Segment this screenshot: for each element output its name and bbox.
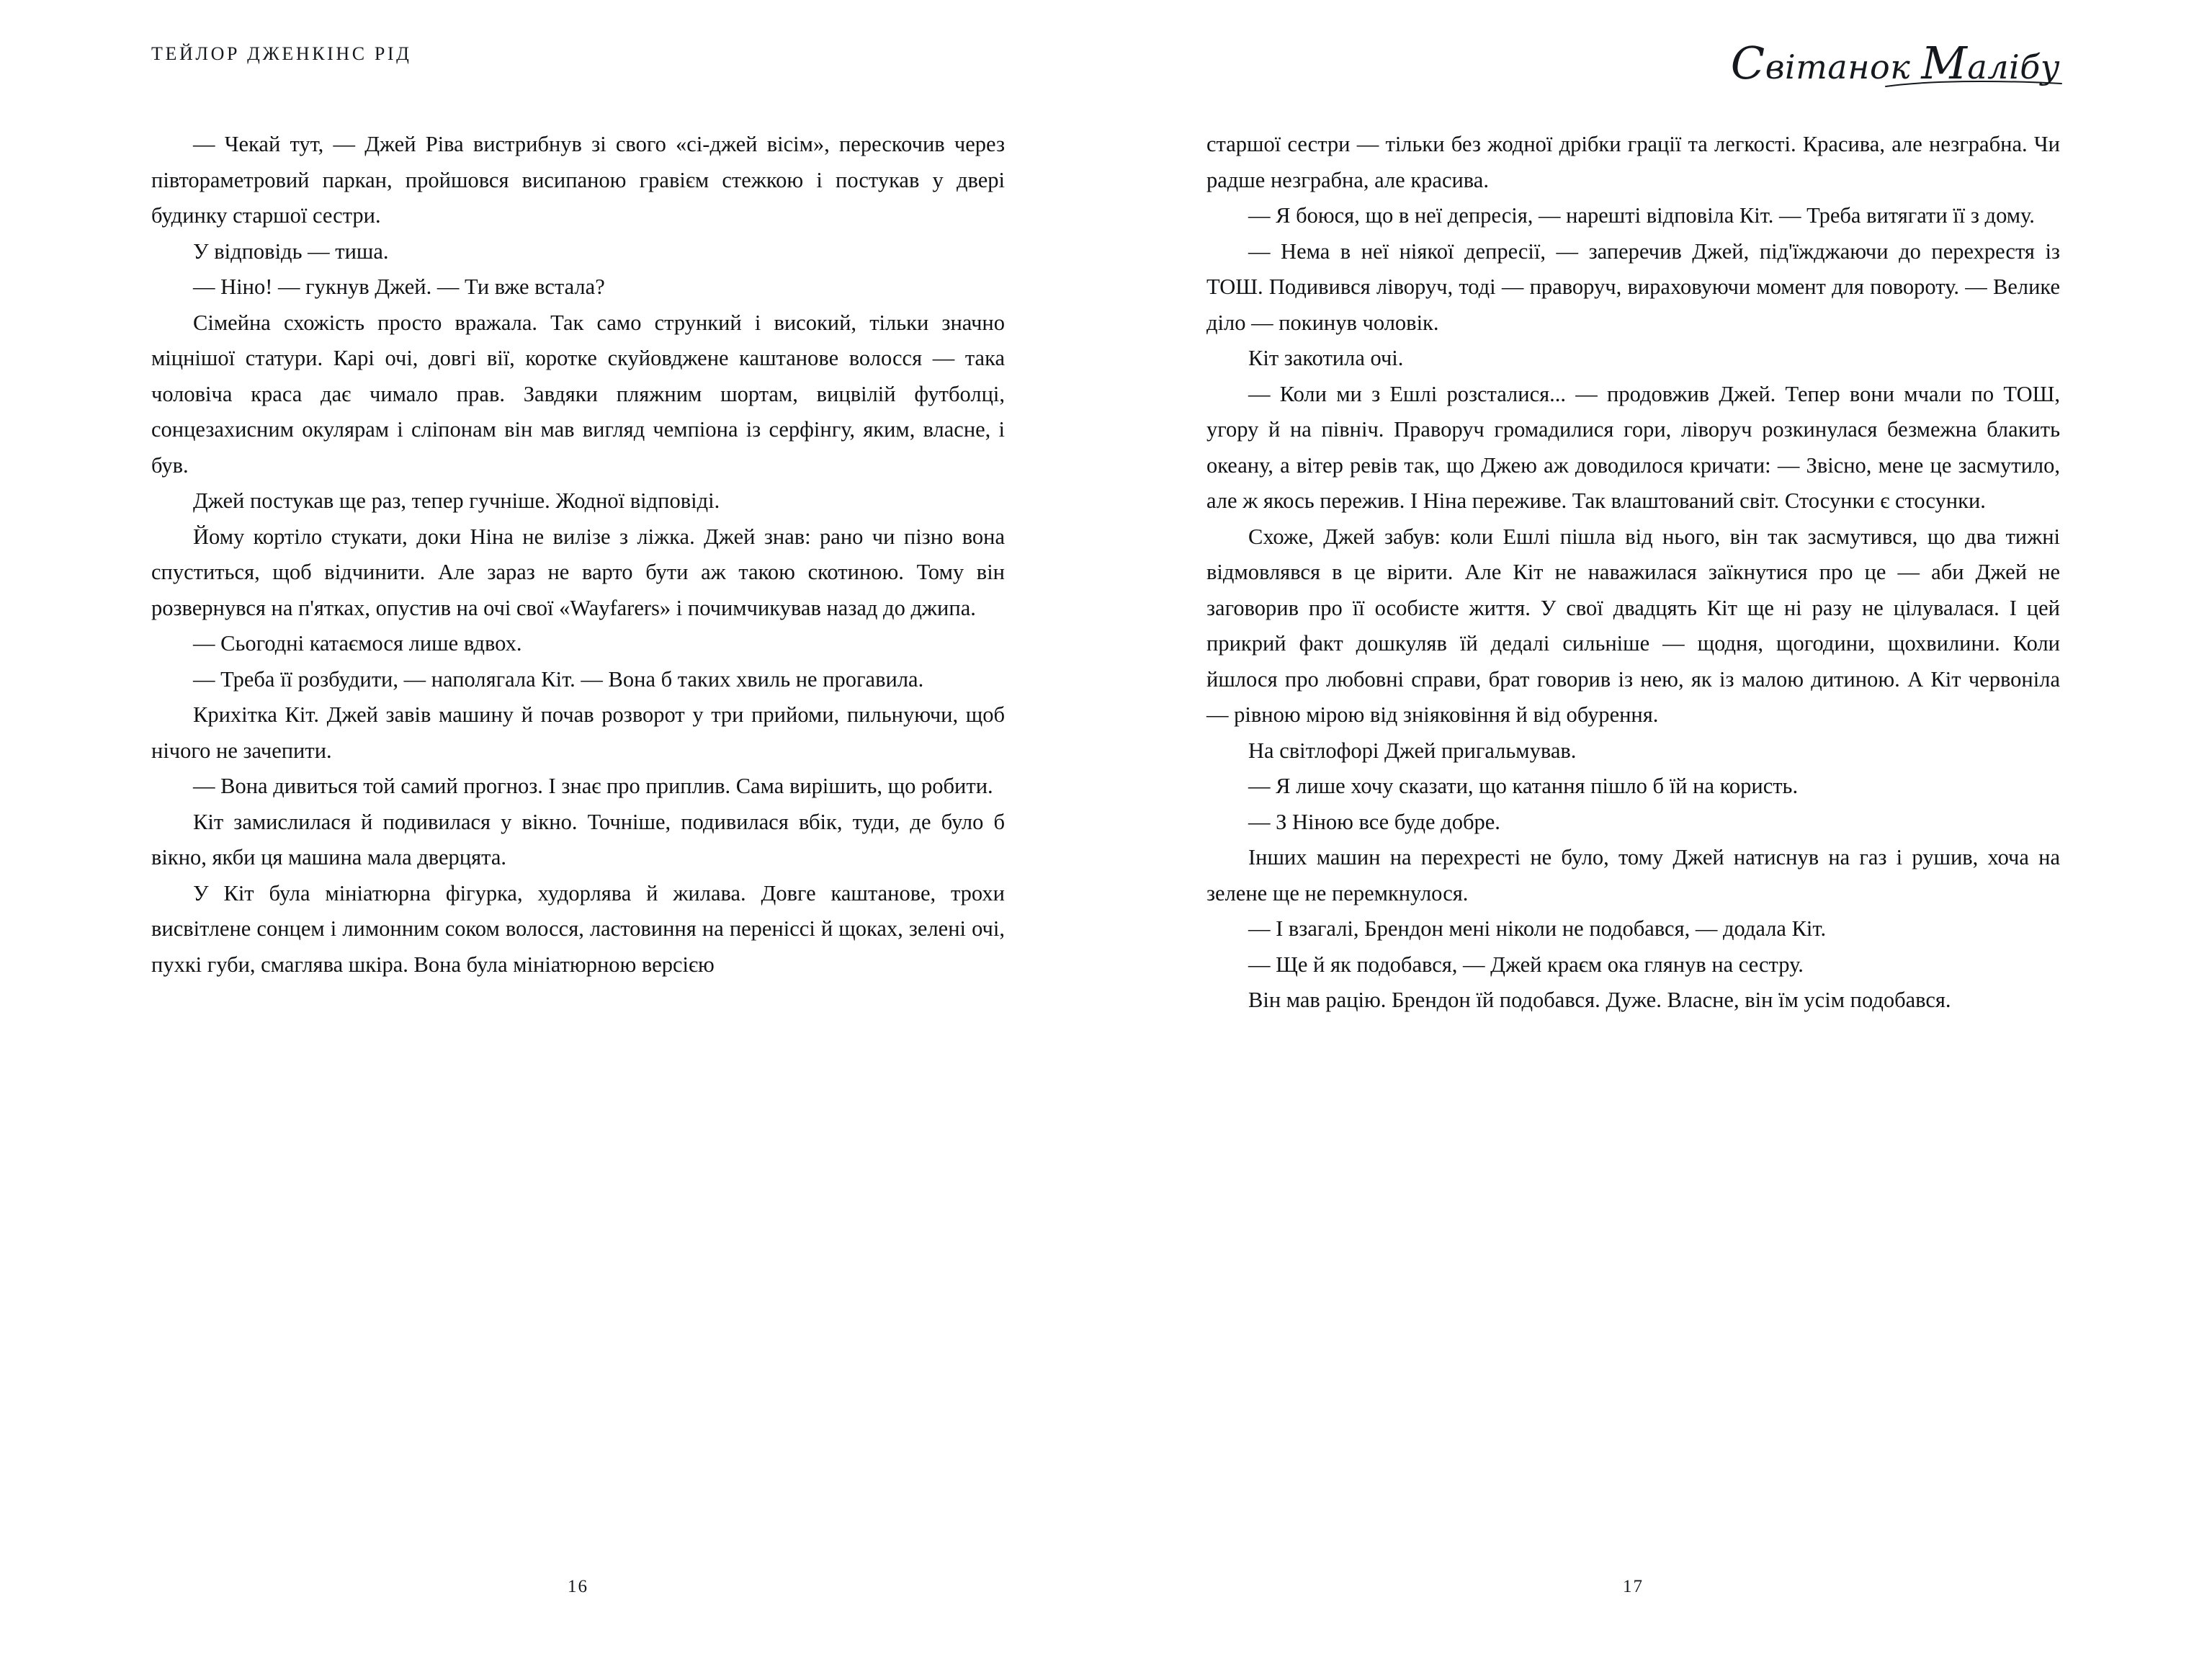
- running-head-right: [1206, 37, 2060, 108]
- page-number-right: 17: [1623, 1577, 1644, 1596]
- page-number-left: 16: [568, 1577, 588, 1596]
- paragraph: Крихітка Кіт. Джей завів машину й почав розворот у три прийоми, пильнуючи, щоб нічого не зачепити.: [151, 702, 1005, 763]
- paragraph: — Сьогодні катаємося лише вдвох.: [193, 631, 522, 656]
- author-running-head: ТЕЙЛОР ДЖЕНКІНС РІД: [151, 43, 412, 64]
- paragraph: Йому кортіло стукати, доки Ніна не вилізе з ліжка. Джей знав: рано чи пізно вона спуститься, щоб відчинити. Але зараз не варто бути аж такою скотиною. Тому він розвернувся на п'ятках, опустив на очі свої «Wayfarers» і почимчикував назад до джипа.: [151, 524, 1005, 620]
- paragraph: — З Ніною все буде добре.: [1248, 809, 1500, 834]
- paragraph: На світлофорі Джей пригальмував.: [1248, 738, 1577, 763]
- title-underline-flourish: [1884, 78, 2064, 91]
- paragraph: — Коли ми з Ешлі розсталися... — продовжив Джей. Тепер вони мчали по ТОШ, угору й на північ. Праворуч громадилися гори, ліворуч розкинулася безмежна блакить океану, а вітер ревів так, що Джею аж доводилося кричати: — Звісно, мене це засмутило, але ж якось пережив. І Ніна переживе. Так влаштований світ. Стосунки є стосунки.: [1206, 381, 2060, 513]
- title-initial-c: С: [1730, 37, 1765, 89]
- paragraph: — Нема в неї ніякої депресії, — заперечив Джей, під'їжджаючи до перехрестя із ТОШ. Подивився ліворуч, тоді — праворуч, вираховуючи момент для повороту. — Велике діло — покинув чоловік.: [1206, 238, 2060, 335]
- paragraph: Сімейна схожість просто вражала. Так само стрункий і високий, тільки значно міцнішої статури. Карі очі, довгі вії, коротке скуйовджене каштанове волосся — така чоловіча краса дає чимало прав. Завдяки пляжним шортам, вицвілій футболці, сонцезахисним окулярам і сліпонам він мав вигляд чемпіона із серфінгу, яким, власне, і був.: [151, 310, 1005, 478]
- paragraph: У відповідь — тиша.: [193, 238, 389, 264]
- paragraph: — Я боюся, що в неї депресія, — нарешті відповіла Кіт. — Треба витягати її з дому.: [1248, 203, 2035, 228]
- running-head-left: [151, 43, 1005, 108]
- paragraph: Джей постукав ще раз, тепер гучніше. Жодної відповіді.: [193, 488, 720, 513]
- paragraph: — Треба її розбудити, — наполягала Кіт. — Вона б таких хвиль не прогавила.: [193, 666, 924, 692]
- title-initial-m: М: [1921, 37, 1968, 89]
- right-page-text-column: [1206, 127, 2060, 1019]
- paragraph: — І взагалі, Брендон мені ніколи не подобався, — додала Кіт.: [1248, 916, 1827, 941]
- right-page: [1106, 0, 2211, 1659]
- left-page-text-column: [151, 127, 1005, 983]
- paragraph: старшої сестри — тільки без жодної дрібки грації та легкості. Красива, але незграбна. Чи радше незграбна, але красива.: [1206, 132, 2060, 192]
- paragraph: Інших машин на перехресті не було, тому Джей натиснув на газ і рушив, хоча на зелене ще не перемкнулося.: [1206, 845, 2060, 905]
- paragraph: — Ще й як подобався, — Джей краєм ока глянув на сестру.: [1248, 952, 1804, 977]
- paragraph: У Кіт була мініатюрна фігурка, худорлява й жилава. Довге каштанове, трохи висвітлене сонцем і лимонним соком волосся, ластовиння на переніссі й щоках, зелені очі, пухкі губи, смаглява шкіра. Вона була мініатюрною версією: [151, 880, 1005, 977]
- paragraph: Схоже, Джей забув: коли Ешлі пішла від нього, він так засмутився, що два тижні відмовлявся в це вірити. Але Кіт не наважилася заїкнутися про це — аби Джей не заговорив про її особисте життя. У свої двадцять Кіт ще ні разу не цілувалася. І цей прикрий факт дошкуляв їй дедалі сильніше — щодня, щогодини, щохвилини. Коли йшлося про любовні справи, брат говорив із нею, як із малою дитиною. А Кіт червоніла — рівною мірою від зніяковіння й від обурення.: [1206, 524, 2060, 727]
- book-title-running-head: [1730, 37, 2060, 89]
- paragraph: Він мав рацію. Брендон їй подобався. Дуже. Власне, він їм усім подобався.: [1248, 988, 1951, 1012]
- paragraph: Кіт замислилася й подивилася у вікно. Точніше, подивилася вбік, туди, де було б вікно, якби ця машина мала дверцята.: [151, 809, 1005, 869]
- paragraph: — Чекай тут, — Джей Ріва вистрибнув зі свого «сі-джей вісім», перескочив через півтораметровий паркан, пройшовся висипаною гравієм стежкою і постукав у двері будинку старшої сестри.: [151, 132, 1005, 228]
- paragraph: — Я лише хочу сказати, що катання пішло б їй на користь.: [1248, 774, 1799, 798]
- paragraph: — Ніно! — гукнув Джей. — Ти вже встала?: [193, 274, 605, 299]
- paragraph: Кіт закотила очі.: [1248, 346, 1404, 370]
- paragraph: — Вона дивиться той самий прогноз. І знає про приплив. Сама вирішить, що робити.: [193, 774, 993, 798]
- title-rest-first: вітанок: [1765, 48, 1922, 86]
- title-rest-second: алібу: [1967, 48, 2060, 86]
